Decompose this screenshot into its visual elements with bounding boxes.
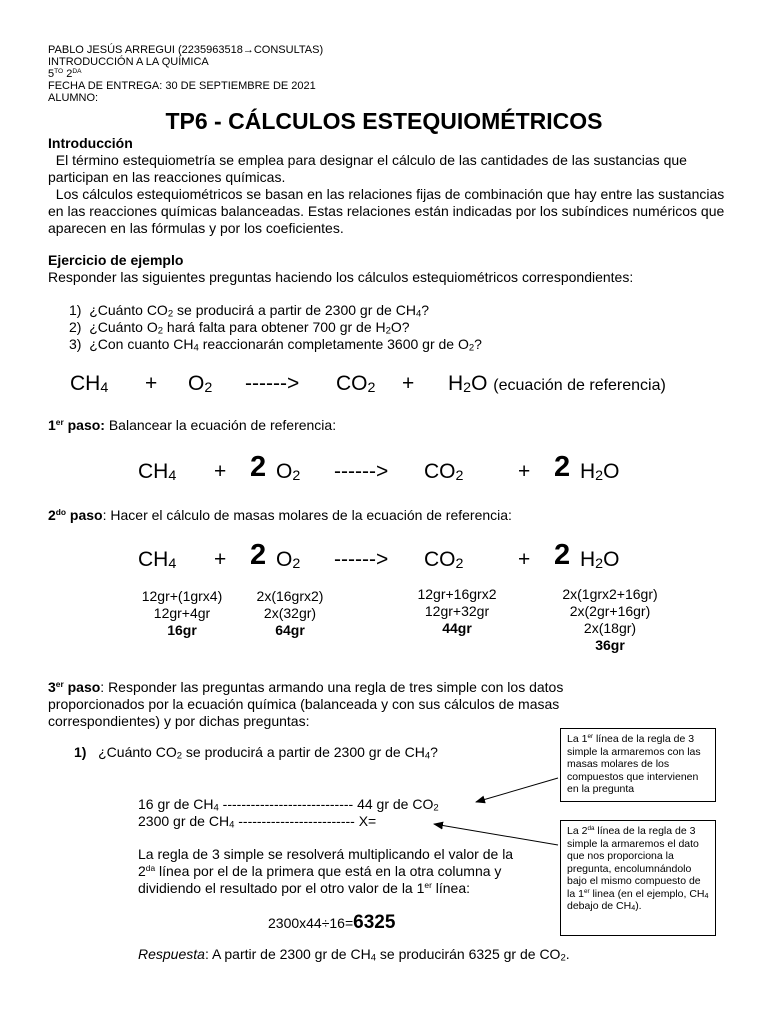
molar-equation: $CH_4$ + 2 $O_2$ ------> $CO_2$ + 2 $H_2O$ <box>138 539 620 573</box>
molar-mass-h2o: 2x(1grx2+16gr) 2x(2gr+16gr) 2x(18gr) 36gr <box>562 586 658 653</box>
note-box-first-line: La 1er línea de la regla de 3 simple la armaremos con las masas molares de los compuestos que intervienen en la pregunta <box>560 728 716 802</box>
molar-mass-co2: 12gr+16grx2 12gr+32gr 44gr <box>417 586 497 636</box>
calculation-result: 2300x44÷16=6325 <box>268 912 396 933</box>
page-title: TP6 - CÁLCULOS ESTEQUIOMÉTRICOS <box>165 108 603 134</box>
rule-explanation: La regla de 3 simple se resolverá multiplicando el valor de la $2^{da}$ línea por el de la primera que está en la otra columna y dividiendo el resultado por el otro valor de la 1er línea: <box>138 846 514 896</box>
intro-paragraph-1: El término estequiometría se emplea para designar el cálculo de las cantidades de las sustancias que participan en las reacciones químicas. <box>48 152 687 185</box>
arrow-to-line-1 <box>476 778 558 802</box>
list-item: 1) ¿Cuánto $CO_2$ se producirá a partir de 2300 gr de $CH_4$? <box>69 302 430 320</box>
rule-line-2: 2300 gr de $CH_4$ ------------------------- X= <box>138 813 377 831</box>
example-instruction: Responder las siguientes preguntas haciendo los cálculos estequiométricos correspondientes: <box>48 269 634 285</box>
intro-paragraph-2: Los cálculos estequiométricos se basan en las relaciones fijas de combinación que hay entre las sustancias en las reacciones químicas balanceadas. Estas relaciones están indicadas por los subíndices numéricos que aparecen en las fórmulas y por los coeficientes. <box>48 186 725 236</box>
balanced-equation: $CH_4$ + 2 $O_2$ ------> $CO_2$ + 2 $H_2O$ <box>138 451 620 485</box>
note-box-second-line: La $2^{da}$ línea de la regla de 3 simple la armaremos el dato que nos proporciona la pregunta, encolumnándolo bajo el mismo compuesto de la 1er linea (en el ejemplo, $CH_4$ debajo de $CH_4$). <box>560 820 716 936</box>
molar-mass-ch4: 12gr+(1grx4) 12gr+4gr 16gr <box>141 588 223 638</box>
student-line: ALUMNO: <box>48 92 99 104</box>
list-item: 3) ¿Con cuanto $CH_4$ reaccionarán completamente 3600 gr de $O_2$? <box>69 336 482 354</box>
step-2-label: $2^{do}$ paso: Hacer el cálculo de masas molares de la ecuación de referencia: <box>48 506 512 523</box>
list-item: 2) ¿Cuánto $O_2$ hará falta para obtener 700 gr de $H_2O$? <box>69 319 410 337</box>
subject-line: INTRODUCCIÓN A LA QUÍMICA <box>48 56 209 68</box>
example-heading: Ejercicio de ejemplo <box>48 252 184 268</box>
intro-heading: Introducción <box>48 135 133 151</box>
due-date-line: FECHA DE ENTREGA: 30 DE SEPTIEMBRE DE 2021 <box>48 80 316 92</box>
course-line: $5^{TO}$ $2^{DA}$ <box>48 68 82 80</box>
arrow-to-line-2 <box>434 824 558 845</box>
step-3-label: 3er paso: Responder las preguntas armando una regla de tres simple con los datos proporcionados por la ecuación química (balanceada y con sus cálculos de masas correspondientes) y por dichas preguntas: <box>48 678 564 729</box>
author-line: PABLO JESÚS ARREGUI (2235963518→CONSULTAS) <box>48 44 324 56</box>
molar-mass-o2: 2x(16grx2) 2x(32gr) 64gr <box>256 588 324 638</box>
answer-line: Respuesta: A partir de 2300 gr de $CH_4$ se producirán 6325 gr de $CO_2$. <box>138 946 570 964</box>
step-1-label: 1er paso: Balancear la ecuación de referencia: <box>48 416 337 433</box>
rule-line-1: 16 gr de $CH_4$ ---------------------------- 44 gr de $CO_2$ <box>138 796 439 814</box>
step-3-question: 1) ¿Cuánto $CO_2$ se producirá a partir de 2300 gr de $CH_4$? <box>74 744 438 762</box>
